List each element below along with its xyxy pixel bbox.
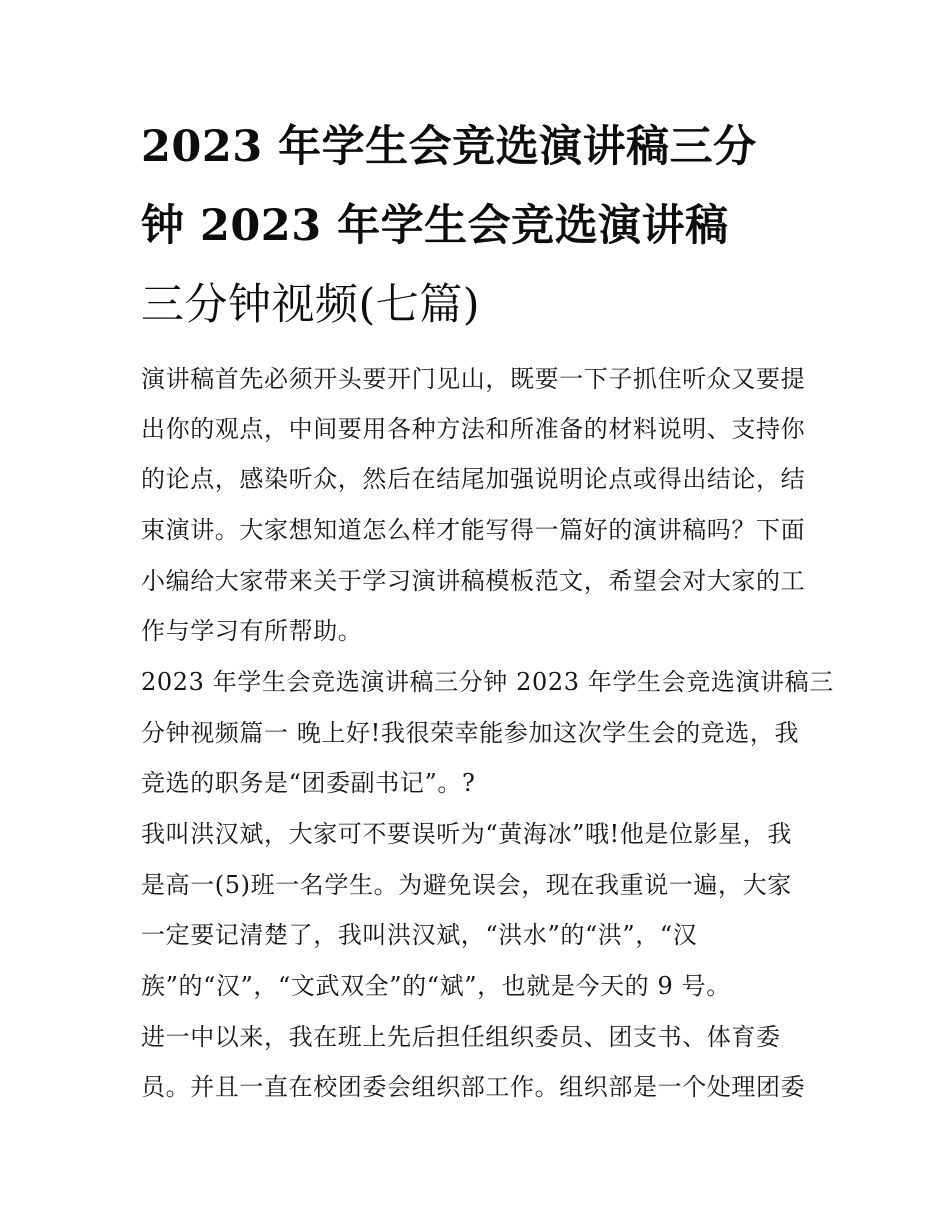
body-line-7: 2023 年学生会竞选演讲稿三分钟 2023 年学生会竞选演讲稿三 xyxy=(141,668,834,696)
body-line-8: 分钟视频篇一 晚上好!我很荣幸能参加这次学生会的竞选，我 xyxy=(141,719,800,747)
body-line-3: 的论点，感染听众，然后在结尾加强说明论点或得出结论，结 xyxy=(141,465,806,493)
body-line-10: 我叫洪汉斌，大家可不要误听为“黄海冰”哦!他是位影星，我 xyxy=(141,820,792,848)
title-line-3: 三分钟视频(七篇) xyxy=(141,280,481,330)
body-line-5: 小编给大家带来关于学习演讲稿模板范文，希望会对大家的工 xyxy=(141,567,806,595)
title-line-2: 钟 2023 年学生会竞选演讲稿 xyxy=(141,201,729,251)
body-line-2: 出你的观点，中间要用各种方法和所准备的材料说明、支持你 xyxy=(141,415,806,443)
body-line-15: 员。并且一直在校团委会组织部工作。组织部是一个处理团委 xyxy=(141,1073,806,1101)
body-line-14: 进一中以来，我在班上先后担任组织委员、团支书、体育委 xyxy=(141,1023,781,1051)
body-line-9: 竞选的职务是“团委副书记”。? xyxy=(141,769,476,797)
body-line-1: 演讲稿首先必须开头要开门见山，既要一下子抓住听众又要提 xyxy=(141,365,806,393)
body-line-12: 一定要记清楚了，我叫洪汉斌，“洪水”的“洪”，“汉 xyxy=(141,921,698,949)
body-line-11: 是高一(5)班一名学生。为避免误会，现在我重说一遍，大家 xyxy=(141,871,792,899)
body-line-4: 束演讲。大家想知道怎么样才能写得一篇好的演讲稿吗？下面 xyxy=(141,516,806,544)
body-line-6: 作与学习有所帮助。 xyxy=(141,617,363,645)
title-line-1: 2023 年学生会竞选演讲稿三分 xyxy=(141,122,757,172)
body-line-13: 族”的“汉”，“文武双全”的“斌”，也就是今天的 9 号。 xyxy=(141,972,731,1000)
